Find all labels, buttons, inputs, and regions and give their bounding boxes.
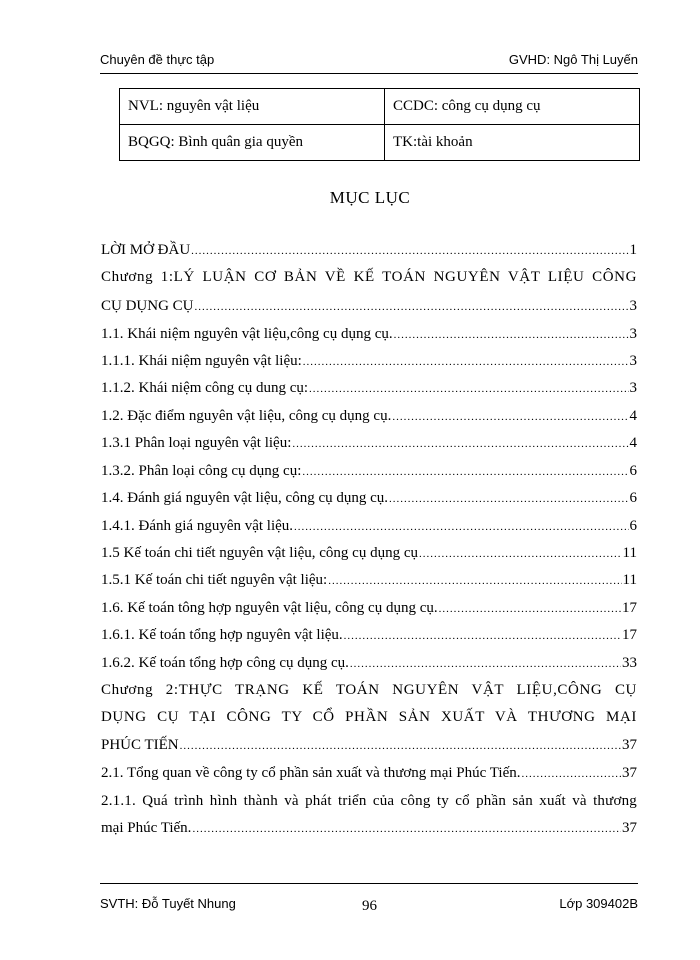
toc-entry-text: 1.6.2. Kế toán tổng hợp công cụ dụng cụ. bbox=[101, 655, 349, 671]
toc-entry-page: 3 bbox=[629, 298, 637, 314]
toc-entry-page: 4 bbox=[629, 408, 637, 424]
toc-entry-line[interactable]: DỤNG CỤ TẠI CÔNG TY CỔ PHẦN SẢN XUẤT VÀ THƯƠNG MẠI bbox=[101, 709, 637, 725]
dot-leader bbox=[522, 765, 622, 783]
footer-right: Lớp 309402B bbox=[559, 896, 638, 911]
toc-entry[interactable] bbox=[101, 599, 637, 618]
header-left: Chuyên đề thực tập bbox=[100, 52, 215, 67]
toc-entry-text: 1.1.1. Khái niệm nguyên vật liệu: bbox=[101, 353, 302, 369]
toc-entry[interactable] bbox=[101, 571, 637, 590]
toc-entry-text: 1.1.2. Khái niệm công cụ dung cụ: bbox=[101, 380, 309, 396]
dot-leader bbox=[294, 518, 628, 536]
dot-leader bbox=[394, 326, 629, 344]
page-header bbox=[100, 52, 638, 67]
header-rule bbox=[100, 73, 638, 74]
dot-leader bbox=[195, 298, 629, 316]
toc-entry[interactable] bbox=[101, 462, 637, 481]
page-footer bbox=[100, 896, 638, 914]
footer-left: SVTH: Đỗ Tuyết Nhung bbox=[100, 896, 236, 911]
toc-entry[interactable] bbox=[101, 517, 637, 536]
toc-entry[interactable] bbox=[101, 325, 637, 344]
toc-entry-page: 37 bbox=[622, 820, 637, 836]
dot-leader bbox=[192, 820, 621, 838]
toc-entry-text: 1.6. Kế toán tông hợp nguyên vật liệu, công cụ dụng cụ. bbox=[101, 600, 438, 616]
toc-title: MỤC LỤC bbox=[329, 188, 411, 207]
toc-entry-page: 17 bbox=[622, 627, 637, 643]
toc-entry[interactable] bbox=[101, 241, 637, 260]
toc-entry-text: CỤ DỤNG CỤ bbox=[101, 298, 194, 314]
toc-entry-text: 1.4. Đánh giá nguyên vật liệu, công cụ dụng cụ. bbox=[101, 490, 389, 506]
toc-entry[interactable] bbox=[101, 819, 637, 838]
toc-entry[interactable] bbox=[101, 352, 637, 371]
toc-entry-text: 1.3.1 Phân loại nguyên vật liệu: bbox=[101, 435, 292, 451]
toc-entry-page: 11 bbox=[622, 545, 637, 561]
dot-leader bbox=[309, 380, 628, 398]
page-number: 96 bbox=[362, 898, 377, 914]
toc-entry[interactable] bbox=[101, 654, 637, 673]
dot-leader bbox=[419, 545, 622, 563]
table-cell: BQGQ: Bình quân gia quyền bbox=[120, 125, 385, 161]
toc-entry-page: 6 bbox=[629, 490, 637, 506]
toc-entry-page: 3 bbox=[629, 353, 637, 369]
toc-entry-page: 3 bbox=[629, 380, 637, 396]
table-cell: CCDC: công cụ dụng cụ bbox=[385, 89, 640, 125]
toc-entry[interactable] bbox=[101, 544, 637, 563]
dot-leader bbox=[350, 655, 621, 673]
toc-entry-page: 4 bbox=[629, 435, 637, 451]
toc-entry-line[interactable]: Chương 1:LÝ LUẬN CƠ BẢN VỀ KẾ TOÁN NGUYÊN VẬT LIỆU CÔNG bbox=[101, 269, 637, 285]
table-cell: NVL: nguyên vật liệu bbox=[120, 89, 385, 125]
table-row bbox=[120, 125, 640, 161]
dot-leader bbox=[439, 600, 621, 618]
dot-leader bbox=[328, 572, 621, 590]
toc-entry[interactable] bbox=[101, 434, 637, 453]
toc-entry[interactable] bbox=[101, 379, 637, 398]
toc-entry-text: mại Phúc Tiến. bbox=[101, 820, 192, 836]
toc-entry-page: 37 bbox=[622, 765, 637, 781]
toc-entry-line[interactable]: 2.1.1. Quá trình hình thành và phát triển của công ty cổ phần sản xuất và thương bbox=[101, 793, 637, 809]
toc-entry-page: 3 bbox=[629, 326, 637, 342]
dot-leader bbox=[180, 737, 621, 755]
toc-entry-text: 1.6.1. Kế toán tổng hợp nguyên vật liệu. bbox=[101, 627, 343, 643]
toc-entry[interactable] bbox=[101, 297, 637, 316]
dot-leader bbox=[389, 490, 628, 508]
toc-entry-text: PHÚC TIẾN bbox=[101, 737, 179, 753]
table-cell: TK:tài khoản bbox=[385, 125, 640, 161]
toc-entry[interactable] bbox=[101, 736, 637, 755]
toc-entry-page: 6 bbox=[629, 518, 637, 534]
toc-entry-page: 17 bbox=[622, 600, 637, 616]
toc-entry-text: 1.5 Kế toán chi tiết nguyên vật liệu, công cụ dụng cụ bbox=[101, 545, 418, 561]
toc-entry-line[interactable]: Chương 2:THỰC TRẠNG KẾ TOÁN NGUYÊN VẬT LIỆU,CÔNG CỤ bbox=[101, 682, 637, 698]
footer-rule bbox=[100, 883, 638, 884]
dot-leader bbox=[392, 408, 628, 426]
toc-entry[interactable] bbox=[101, 764, 637, 783]
dot-leader bbox=[344, 627, 621, 645]
header-right: GVHD: Ngô Thị Luyến bbox=[508, 52, 638, 67]
toc-entry-text: 1.3.2. Phân loại công cụ dụng cụ: bbox=[101, 463, 302, 479]
toc-entry[interactable] bbox=[101, 407, 637, 426]
toc-entry[interactable] bbox=[101, 489, 637, 508]
dot-leader bbox=[302, 463, 628, 481]
toc-entry-text: 2.1. Tổng quan về công ty cổ phần sản xuất và thương mại Phúc Tiến. bbox=[101, 765, 521, 781]
abbreviation-table bbox=[119, 88, 640, 161]
toc-entry-page: 11 bbox=[622, 572, 637, 588]
dot-leader bbox=[191, 242, 628, 260]
toc-entry-text: 1.5.1 Kế toán chi tiết nguyên vật liệu: bbox=[101, 572, 328, 588]
toc-entry-page: 33 bbox=[622, 655, 637, 671]
dot-leader bbox=[303, 353, 629, 371]
table-row bbox=[120, 89, 640, 125]
toc-entry-page: 37 bbox=[622, 737, 637, 753]
toc-entry-text: LỜI MỞ ĐẦU bbox=[101, 242, 191, 258]
toc-entry-page: 1 bbox=[629, 242, 637, 258]
toc-entry-page: 6 bbox=[629, 463, 637, 479]
toc-entry-text: 1.1. Khái niệm nguyên vật liệu,công cụ dụng cụ. bbox=[101, 326, 393, 342]
toc-entry-text: 1.4.1. Đánh giá nguyên vật liệu. bbox=[101, 518, 294, 534]
toc-entry[interactable] bbox=[101, 626, 637, 645]
toc-entry-text: 1.2. Đặc điểm nguyên vật liệu, công cụ dụng cụ. bbox=[101, 408, 392, 424]
dot-leader bbox=[292, 435, 628, 453]
